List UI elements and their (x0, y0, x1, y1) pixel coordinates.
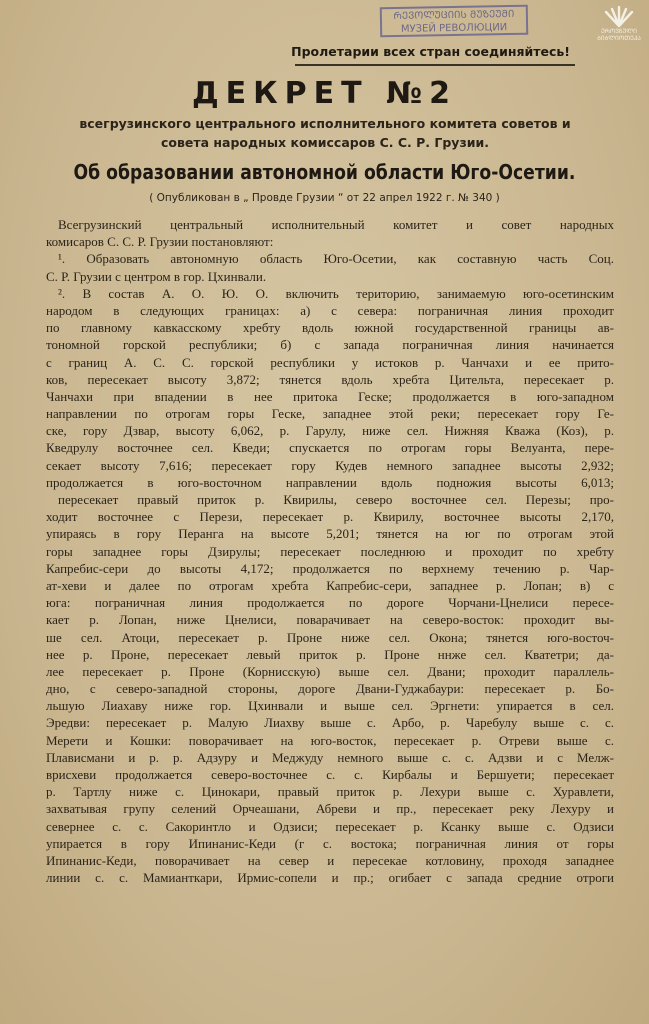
body-line: комисаров С. С. Р. Грузии постановляют: (46, 234, 274, 250)
body-line (46, 886, 614, 903)
body-line: ². В состав А. О. Ю. О. включить територию, занимаемую юго-осетинским (58, 285, 614, 301)
body-line: ков, пересекает высоту 3,872; тянется вдоль хребта Цительта, пересекает р. (46, 371, 614, 387)
body-line (46, 921, 614, 938)
body-line: продолжается в юго-восточном направлении вдоль подножия высоты 6,013; (46, 474, 614, 490)
body-line: Мерети и Кошки: поворачивает на юго-восток, пересекает р. Отреви выше с. (46, 732, 614, 748)
body-line: ходит восточнее с Перези, пересекает р. Квирилу, восточнее высоты 2,170, (46, 509, 614, 525)
body-line: народом в следующих границах: а) с севера: пограничная линия проходит (46, 302, 614, 318)
body-line: направлении по отрогам горы Геске, западнее этой реки; пересекает гору Ге- (46, 406, 614, 422)
body-line: дно, с северо-западной стороны, дороге Двани-Гуджабаури: пересекает р. Бо- (46, 681, 614, 697)
motto: Пролетарии всех стран соединяйтесь! (291, 44, 570, 59)
decree-body (46, 216, 614, 955)
body-line: р. Тартлу ниже с. Цинокари, правый приток р. Лехури выше с. Хуравлети, (46, 784, 614, 800)
publication-note: ( Опубликован в „ Провде Грузии “ от 22 апрел 1922 г. № 340 ) (149, 192, 500, 204)
body-line: горы западнее горы Дзирулы; пересекает последнюю и проходит по хребту (46, 543, 614, 559)
body-line: Капребис-сери до высоты 4,172; продолжается по верхнему течению р. Чар- (46, 560, 614, 576)
stamp-line-russian: МУЗЕЙ РЕВОЛЮЦИИ (400, 22, 508, 35)
body-line: Кведрулу восточнее сел. Кведи; спускается по отрогам горы Велуанта, пере- (46, 440, 614, 456)
body-line: Чанчахи при впадении в нее притока Геске; продолжается в юго-западном (46, 388, 614, 404)
body-line: С. Р. Грузии с центром в гор. Цхинвали. (46, 268, 267, 284)
body-line (46, 904, 614, 921)
body-line: Плависмани и р. р. Адзуру и Меджуду немного выше с. с. Адзви и с Мелж- (46, 749, 614, 765)
body-line: льшую Лиахаву ниже гор. Цхинвали и выше сел. Эргнети: упирается в сел. (46, 698, 614, 714)
body-line: секает высоту 7,616; пересекает гору Кудев немного западнее высоты 2,932; (46, 457, 614, 473)
decree-issuer-line: всегрузинского центрального исполнительного комитета советов и (79, 116, 571, 131)
body-line: юга: пограничная линия продолжается по дороге Чорчани-Цнелиси пересе- (46, 595, 614, 611)
body-line: пересекает правый приток р. Квирилы, северо восточнее сел. Перезы; про- (58, 492, 614, 507)
decree-heading: Об образовании автономной области Юго-Осетии. (73, 160, 576, 184)
body-line: с границ А. С. С. горской республики у истоков р. Чанчахи и ее прито- (46, 354, 614, 370)
library-logo-icon (602, 6, 636, 28)
body-line: Всегрузинский центральный исполнительный комитет и совет народных (58, 217, 614, 232)
body-line: упирается в гору Ипинанис-Кеди (г с. востока; пограничная линия от горы (46, 835, 614, 851)
body-line (46, 938, 614, 955)
body-line: кает р. Лопан, ниже Цнелиси, поварачивает на северо-восток: проходит вы- (46, 612, 614, 628)
body-line: ше сел. Атоци, пересекает р. Проне ниже сел. Окона; тянется юго-восточ- (46, 629, 614, 645)
museum-stamp (380, 5, 529, 38)
body-line: ¹. Образовать автономную область Юго-Осетии, как составную часть Соц. (58, 251, 614, 267)
body-line: тономной горской республики; б) с запада пограничная линия начинается (46, 337, 614, 353)
decree-issuer (40, 114, 610, 152)
motto-underline (295, 64, 575, 66)
body-line: лее пересекает р. Проне (Корнисскую) выше сел. Двани; проходит параллель- (46, 663, 614, 679)
body-line: по главному кавкасскому хребту вдоль южной государственной границы ав- (46, 320, 614, 336)
body-line: захватывая групу селений Орчеашани, Абреви и пр., пересекает реку Лехуру и (46, 801, 614, 817)
body-line: ске, гору Дзвар, высоту 6,062, р. Гарулу, ниже сел. Нижняя Кважа (Коз), р. (46, 423, 614, 439)
body-line: линии с. с. Мамианткари, Ирмис-сопели и пр.; огибает с запада средние отроги (46, 870, 614, 886)
body-line: севернее с. с. Сакоринтло и Одзиси; пересекает р. Ксанку выше с. Одзиси (46, 818, 614, 834)
decree-issuer-line: совета народных комиссаров С. С. Р. Грузии. (161, 135, 489, 150)
library-logo (596, 6, 642, 48)
body-line: Эредви: пересекает р. Малую Лиахву выше с. Арбо, р. Чаребулу выше с. с. (46, 715, 614, 731)
library-logo-caption: ᲔᲠᲝᲕᲜᲣᲚᲘ ᲑᲘᲑᲚᲘᲝᲗᲔᲙᲐ (597, 28, 641, 42)
body-line: ат-хеви и далее по отрогам хребта Капребис-сери, западнее р. Лопан; в) с (46, 577, 614, 593)
body-line: Ипинанис-Кеди, поворачивает на север и пересекае котловину, проходя западнее (46, 852, 614, 868)
body-line: врисхеви продолжается северо-восточнее с. с. Кирбалы и Бершуети; пересекает (46, 767, 614, 782)
body-line: упираясь в гору Перанга на высоте 5,201; тянется на юг по отрогам этой (46, 526, 614, 542)
body-line: нее р. Проне, пересекает левый приток р. Проне ннже сел. Кватетри; да- (46, 646, 614, 662)
stamp-line-georgian: ᲠᲔᲕᲝᲚᲣᲪᲘᲘᲡ ᲛᲣᲖᲔᲣᲛᲘ (393, 8, 515, 23)
decree-title: ДЕКРЕТ №2 (191, 76, 458, 111)
